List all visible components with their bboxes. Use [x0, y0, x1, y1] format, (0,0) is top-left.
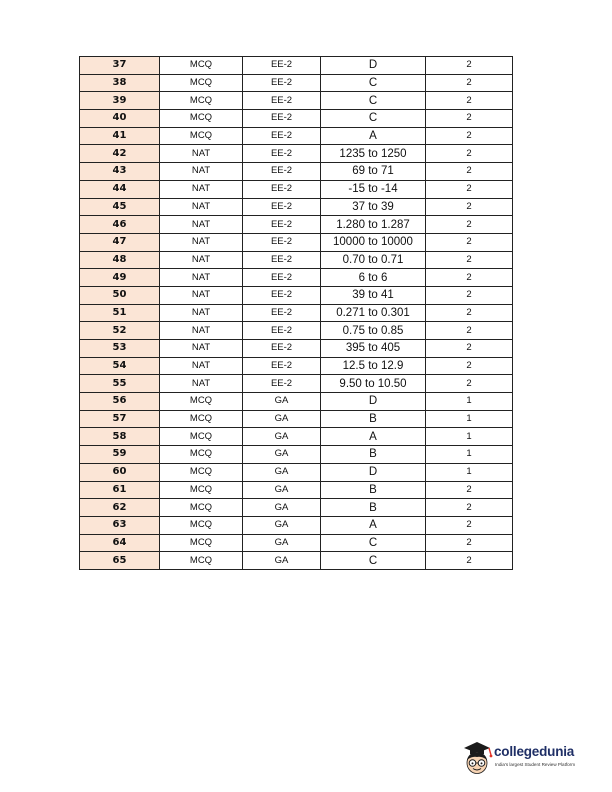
marks-cell: 2 [426, 304, 513, 322]
brand-tagline: India's largest Student Review Platform [495, 762, 576, 767]
section-cell: GA [243, 499, 321, 517]
marks-cell: 1 [426, 446, 513, 464]
section-cell: EE-2 [243, 110, 321, 128]
question-type-cell: MCQ [160, 410, 243, 428]
answer-key-cell: A [321, 428, 426, 446]
marks-cell: 2 [426, 357, 513, 375]
marks-cell: 2 [426, 74, 513, 92]
marks-cell: 2 [426, 198, 513, 216]
question-type-cell: MCQ [160, 499, 243, 517]
question-type-cell: NAT [160, 145, 243, 163]
question-number-cell: 50 [80, 286, 160, 304]
marks-cell: 2 [426, 552, 513, 570]
table-row [80, 534, 513, 552]
table-row [80, 286, 513, 304]
table-row [80, 198, 513, 216]
marks-cell: 2 [426, 499, 513, 517]
marks-cell: 2 [426, 534, 513, 552]
answer-key-cell: D [321, 57, 426, 75]
question-type-cell: NAT [160, 216, 243, 234]
question-type-cell: MCQ [160, 428, 243, 446]
answer-key-cell: C [321, 534, 426, 552]
section-cell: EE-2 [243, 74, 321, 92]
question-type-cell: NAT [160, 180, 243, 198]
question-type-cell: NAT [160, 198, 243, 216]
section-cell: EE-2 [243, 304, 321, 322]
question-type-cell: NAT [160, 357, 243, 375]
collegedunia-watermark [460, 738, 600, 780]
answer-key-cell: B [321, 481, 426, 499]
marks-cell: 2 [426, 180, 513, 198]
question-type-cell: NAT [160, 269, 243, 287]
question-type-cell: NAT [160, 286, 243, 304]
answer-key-body [80, 57, 513, 570]
table-row [80, 57, 513, 75]
answer-key-cell: C [321, 92, 426, 110]
question-number-cell: 47 [80, 233, 160, 251]
question-number-cell: 49 [80, 269, 160, 287]
table-row [80, 410, 513, 428]
section-cell: EE-2 [243, 145, 321, 163]
marks-cell: 2 [426, 251, 513, 269]
answer-key-cell: 6 to 6 [321, 269, 426, 287]
table-row [80, 110, 513, 128]
marks-cell: 2 [426, 269, 513, 287]
question-number-cell: 64 [80, 534, 160, 552]
question-number-cell: 45 [80, 198, 160, 216]
question-type-cell: NAT [160, 322, 243, 340]
question-number-cell: 38 [80, 74, 160, 92]
answer-key-table [79, 56, 513, 570]
question-type-cell: NAT [160, 163, 243, 181]
section-cell: EE-2 [243, 357, 321, 375]
answer-key-cell: A [321, 516, 426, 534]
question-type-cell: MCQ [160, 534, 243, 552]
answer-key-cell: 10000 to 10000 [321, 233, 426, 251]
table-row [80, 304, 513, 322]
table-row [80, 233, 513, 251]
question-type-cell: NAT [160, 233, 243, 251]
section-cell: EE-2 [243, 375, 321, 393]
marks-cell: 2 [426, 340, 513, 358]
table-row [80, 516, 513, 534]
table-row [80, 375, 513, 393]
section-cell: GA [243, 446, 321, 464]
section-cell: EE-2 [243, 269, 321, 287]
question-type-cell: MCQ [160, 552, 243, 570]
table-row [80, 216, 513, 234]
table-row [80, 552, 513, 570]
question-number-cell: 63 [80, 516, 160, 534]
table-row [80, 74, 513, 92]
section-cell: EE-2 [243, 216, 321, 234]
question-type-cell: MCQ [160, 127, 243, 145]
section-cell: EE-2 [243, 340, 321, 358]
question-number-cell: 51 [80, 304, 160, 322]
marks-cell: 2 [426, 233, 513, 251]
question-number-cell: 39 [80, 92, 160, 110]
section-cell: EE-2 [243, 286, 321, 304]
question-type-cell: NAT [160, 304, 243, 322]
answer-key-cell: 1.280 to 1.287 [321, 216, 426, 234]
question-number-cell: 59 [80, 446, 160, 464]
question-type-cell: NAT [160, 251, 243, 269]
marks-cell: 1 [426, 428, 513, 446]
section-cell: EE-2 [243, 198, 321, 216]
section-cell: EE-2 [243, 233, 321, 251]
marks-cell: 2 [426, 110, 513, 128]
table-row [80, 357, 513, 375]
answer-key-cell: D [321, 463, 426, 481]
table-row [80, 269, 513, 287]
section-cell: EE-2 [243, 322, 321, 340]
marks-cell: 2 [426, 127, 513, 145]
question-type-cell: MCQ [160, 463, 243, 481]
question-number-cell: 52 [80, 322, 160, 340]
mascot-icon [460, 738, 494, 778]
section-cell: GA [243, 463, 321, 481]
answer-key-cell: 0.75 to 0.85 [321, 322, 426, 340]
question-number-cell: 58 [80, 428, 160, 446]
question-type-cell: MCQ [160, 481, 243, 499]
marks-cell: 1 [426, 393, 513, 411]
question-type-cell: MCQ [160, 57, 243, 75]
answer-key-cell: A [321, 127, 426, 145]
marks-cell: 1 [426, 410, 513, 428]
marks-cell: 2 [426, 216, 513, 234]
section-cell: EE-2 [243, 163, 321, 181]
answer-key-cell: 395 to 405 [321, 340, 426, 358]
question-type-cell: MCQ [160, 110, 243, 128]
answer-key-cell: 39 to 41 [321, 286, 426, 304]
table-row [80, 163, 513, 181]
marks-cell: 2 [426, 92, 513, 110]
marks-cell: 2 [426, 375, 513, 393]
marks-cell: 2 [426, 481, 513, 499]
marks-cell: 2 [426, 57, 513, 75]
answer-key-cell: C [321, 110, 426, 128]
table-row [80, 428, 513, 446]
section-cell: EE-2 [243, 180, 321, 198]
table-row [80, 127, 513, 145]
question-type-cell: MCQ [160, 516, 243, 534]
table-row [80, 463, 513, 481]
question-number-cell: 43 [80, 163, 160, 181]
section-cell: GA [243, 552, 321, 570]
question-type-cell: NAT [160, 340, 243, 358]
question-number-cell: 48 [80, 251, 160, 269]
answer-key-cell: 0.70 to 0.71 [321, 251, 426, 269]
answer-key-cell: B [321, 499, 426, 517]
table-row [80, 499, 513, 517]
question-type-cell: MCQ [160, 92, 243, 110]
question-number-cell: 37 [80, 57, 160, 75]
section-cell: EE-2 [243, 57, 321, 75]
table-row [80, 322, 513, 340]
question-type-cell: MCQ [160, 74, 243, 92]
question-number-cell: 55 [80, 375, 160, 393]
question-number-cell: 56 [80, 393, 160, 411]
table-row [80, 92, 513, 110]
section-cell: EE-2 [243, 251, 321, 269]
question-type-cell: MCQ [160, 446, 243, 464]
answer-key-cell: 12.5 to 12.9 [321, 357, 426, 375]
marks-cell: 2 [426, 145, 513, 163]
question-number-cell: 44 [80, 180, 160, 198]
marks-cell: 2 [426, 516, 513, 534]
section-cell: GA [243, 393, 321, 411]
marks-cell: 2 [426, 322, 513, 340]
answer-key-cell: C [321, 74, 426, 92]
answer-key-cell: B [321, 410, 426, 428]
question-number-cell: 40 [80, 110, 160, 128]
answer-key-cell: C [321, 552, 426, 570]
section-cell: GA [243, 481, 321, 499]
answer-key-cell: 9.50 to 10.50 [321, 375, 426, 393]
table-row [80, 180, 513, 198]
question-number-cell: 65 [80, 552, 160, 570]
marks-cell: 2 [426, 163, 513, 181]
answer-key-cell: -15 to -14 [321, 180, 426, 198]
table-row [80, 145, 513, 163]
question-number-cell: 62 [80, 499, 160, 517]
question-number-cell: 46 [80, 216, 160, 234]
section-cell: EE-2 [243, 127, 321, 145]
question-number-cell: 61 [80, 481, 160, 499]
question-number-cell: 53 [80, 340, 160, 358]
question-number-cell: 41 [80, 127, 160, 145]
table-row [80, 446, 513, 464]
question-type-cell: NAT [160, 375, 243, 393]
answer-key-cell: 0.271 to 0.301 [321, 304, 426, 322]
answer-key-cell: 69 to 71 [321, 163, 426, 181]
table-row [80, 340, 513, 358]
section-cell: GA [243, 410, 321, 428]
question-number-cell: 42 [80, 145, 160, 163]
question-type-cell: MCQ [160, 393, 243, 411]
table-row [80, 481, 513, 499]
section-cell: EE-2 [243, 92, 321, 110]
question-number-cell: 54 [80, 357, 160, 375]
section-cell: GA [243, 516, 321, 534]
question-number-cell: 57 [80, 410, 160, 428]
marks-cell: 1 [426, 463, 513, 481]
question-number-cell: 60 [80, 463, 160, 481]
table-row [80, 393, 513, 411]
section-cell: GA [243, 428, 321, 446]
table-row [80, 251, 513, 269]
section-cell: GA [243, 534, 321, 552]
brand-name: collegedunia [494, 744, 575, 759]
answer-key-cell: B [321, 446, 426, 464]
answer-key-cell: D [321, 393, 426, 411]
marks-cell: 2 [426, 286, 513, 304]
answer-key-cell: 1235 to 1250 [321, 145, 426, 163]
answer-key-cell: 37 to 39 [321, 198, 426, 216]
